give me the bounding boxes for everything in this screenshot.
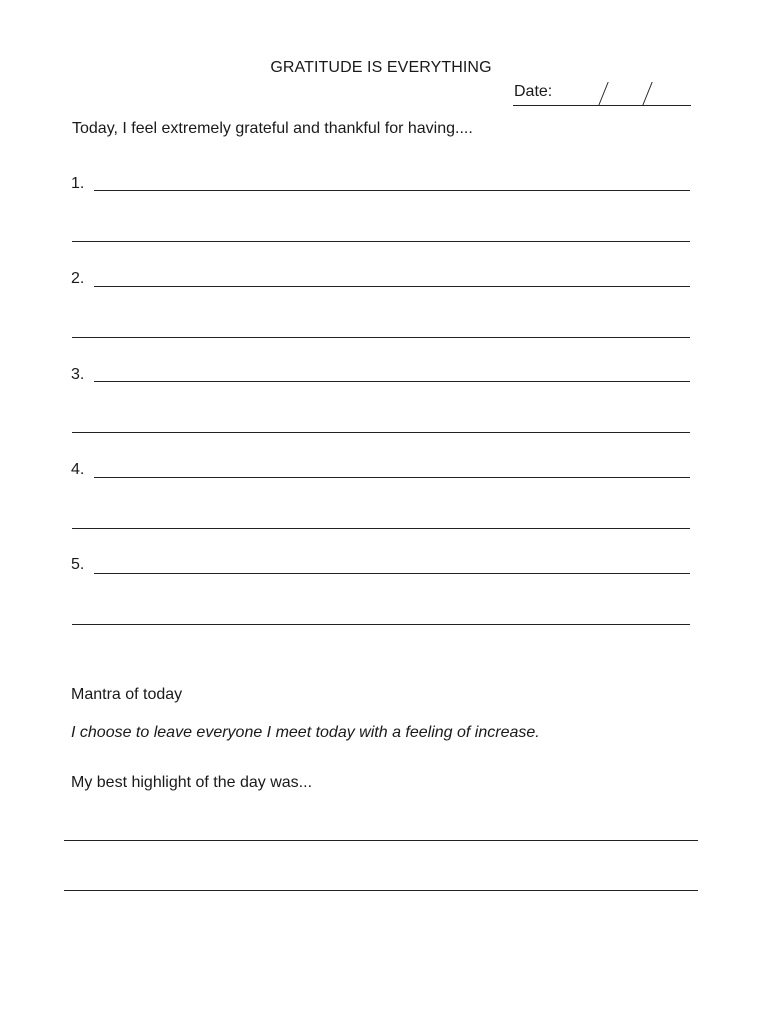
item-number: 4. <box>71 461 85 478</box>
highlight-prompt: My best highlight of the day was... <box>71 774 313 791</box>
mantra-text: I choose to leave everyone I meet today with a feeling of increase. <box>71 724 540 741</box>
writing-line <box>72 528 690 529</box>
mantra-heading: Mantra of today <box>71 686 183 703</box>
item-number: 5. <box>71 556 85 573</box>
writing-line <box>72 337 690 338</box>
date-field[interactable] <box>560 80 696 108</box>
item-number: 2. <box>71 270 85 287</box>
gratitude-item-1-field[interactable] <box>94 168 694 192</box>
writing-line <box>64 890 698 891</box>
writing-line <box>72 241 690 242</box>
gratitude-item-5-field[interactable] <box>94 551 694 575</box>
writing-line <box>72 432 690 433</box>
gratitude-item-3-field[interactable] <box>94 359 694 383</box>
highlight-field[interactable] <box>64 816 702 842</box>
gratitude-item-4-field[interactable] <box>94 455 694 479</box>
item-number: 3. <box>71 366 85 383</box>
intro-prompt: Today, I feel extremely grateful and thankful for having.... <box>72 120 473 137</box>
item-number: 1. <box>71 175 85 192</box>
date-label: Date: <box>514 83 553 100</box>
page-title: GRATITUDE IS EVERYTHING <box>270 59 492 76</box>
writing-line <box>72 624 690 625</box>
gratitude-item-2-field[interactable] <box>94 264 694 288</box>
